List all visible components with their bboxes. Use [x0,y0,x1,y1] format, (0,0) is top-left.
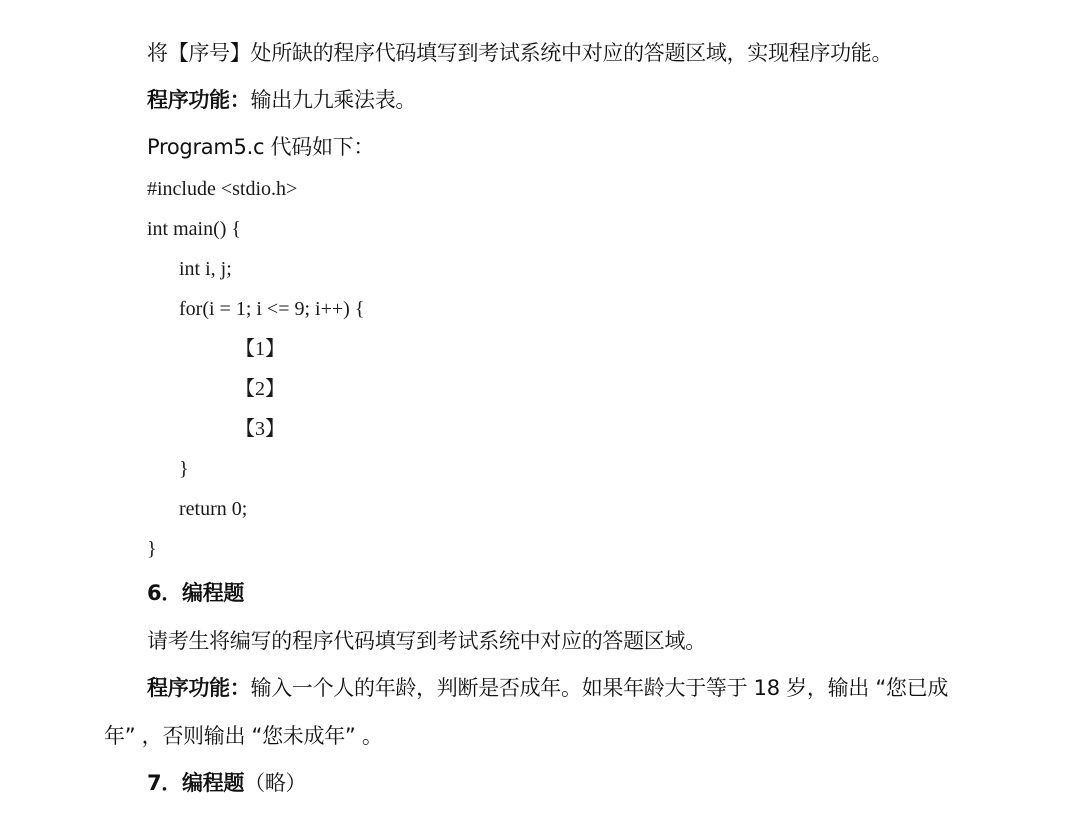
code-line-decl: int i, j; [179,258,232,280]
code-line-for: for(i = 1; i <= 9; i++) { [179,298,365,320]
q6-instruction: 请考生将编写的程序代码填写到考试系统中对应的答题区域。 [147,629,706,653]
code-line-close-for: } [179,458,189,480]
q7-line [147,770,306,796]
code-blank-2: 【2】 [235,378,285,400]
intro-function-line [147,87,416,113]
code-line-main: int main() { [147,218,242,240]
function-label: 程序功能： [147,88,251,112]
q7-note: （略） [244,771,307,795]
q6-function-line [147,675,948,701]
code-blank-1: 【1】 [235,338,285,360]
q6-function-label: 程序功能： [147,676,251,700]
intro-instruction: 将【序号】处所缺的程序代码填写到考试系统中对应的答题区域，实现程序功能。 [147,41,893,65]
function-text: 输出九九乘法表。 [250,88,417,112]
code-caption: Program5.c 代码如下： [147,135,375,159]
code-line-close-main: } [147,538,157,560]
q6-heading: 6．编程题 [147,581,245,605]
code-blank-3: 【3】 [235,418,285,440]
q6-function-text-2: 年” ，否则输出 “您未成年” 。 [104,724,383,748]
q7-heading: 7．编程题 [147,771,245,795]
code-line-include: #include <stdio.h> [147,178,298,200]
code-line-return: return 0; [179,498,248,520]
q6-function-text-1: 输入一个人的年龄，判断是否成年。如果年龄大于等于 18 岁，输出 “您已成 [250,676,949,700]
